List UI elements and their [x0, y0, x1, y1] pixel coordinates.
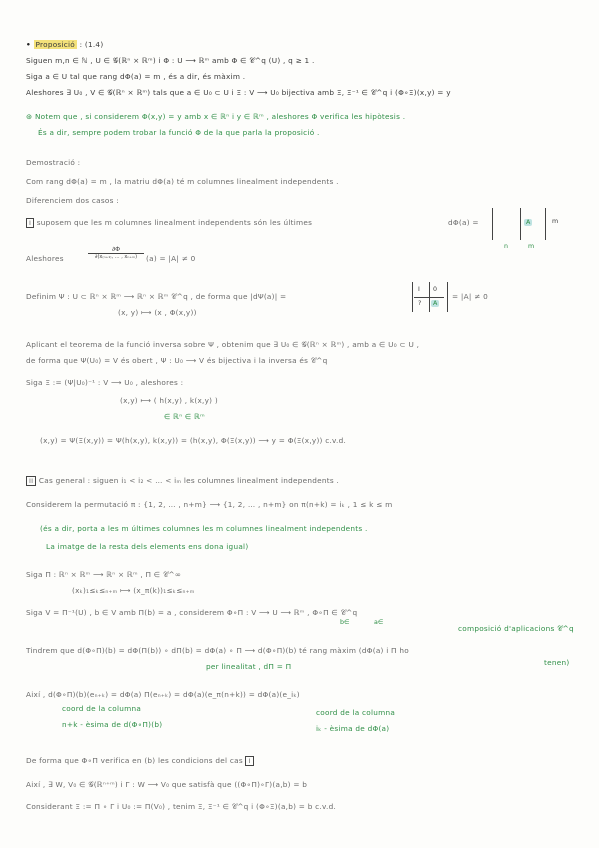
apply-line-2: de forma que Ψ(U₀) = V és obert , Ψ : U₀ ⟶ V és bijectiva i la inversa és 𝒞^q [26, 356, 328, 365]
final-line-3: Considerant Ξ := Π ∘ Γ i U₀ := Π(V₀) , tenim Ξ, Ξ⁻¹ ∈ 𝒞^q i (Φ∘Ξ)(a,b) = b c.v.d. [26, 802, 337, 811]
column-note-1a: coord de la columna [62, 704, 142, 713]
apply-line-1: Aplicant el teorema de la funció inversa sobre Ψ , obtenim que ∃ U₀ ∈ 𝒢(ℝⁿ × ℝᵐ) , amb a ∈ U₀ ⊂ U , [26, 340, 420, 349]
composition-note: composició d'aplicacions 𝒞^q [458, 624, 574, 633]
define-psi-line: Definim Ψ : U ⊂ ℝⁿ × ℝᵐ ⟶ ℝⁿ × ℝᵐ 𝒞^q , de forma que |dΨ(a)| = [26, 292, 287, 301]
case-1-eq: dΦ(a) = [448, 218, 479, 227]
pi-def-line: Siga Π : ℝⁿ × ℝᵐ ⟶ ℝⁿ × ℝᵐ , Π ∈ 𝒞^∞ [26, 570, 182, 579]
column-note-2b: iₖ - èsima de dΦ(a) [316, 724, 390, 733]
statement-line-1: Siguen m,n ∈ ℕ , U ∈ 𝒢(ℝⁿ × ℝᵐ) i Φ : U ⟶ ℝᵐ amb Φ ∈ 𝒞^q (U) , q ≥ 1 . [26, 56, 315, 65]
demo-line-2: Diferenciem dos casos : [26, 196, 119, 205]
psi-det-value: = |A| ≠ 0 [452, 292, 488, 301]
proposition-ref: : (1.4) [79, 40, 104, 49]
matrix-m-bottom-label: m [528, 243, 535, 250]
column-note-2a: coord de la columna [316, 708, 396, 717]
note-icon: ⊛ [26, 112, 33, 121]
note-line-1 [26, 112, 585, 121]
matrix-n-label: n [504, 243, 508, 250]
psi-matrix-A: A [433, 300, 438, 307]
jacobian-fraction [88, 246, 144, 260]
proposition-label: Proposició [35, 40, 76, 49]
matrix-divider [520, 208, 521, 240]
xi-codomains: ∈ ℝⁿ ∈ ℝᵐ [164, 412, 205, 421]
note-line-2: És a dir, sempre podem trobar la funció Φ de la que parla la proposició . [38, 128, 320, 137]
case-2-text: Cas general : siguen i₁ < i₂ < … < iₘ les columnes linealment independents . [38, 476, 340, 485]
matrix-A-block: A [526, 219, 531, 226]
case-1-line [26, 218, 449, 228]
aleshores-line: Aleshores [26, 254, 64, 263]
xi-conclusion: (x,y) = Ψ(Ξ(x,y)) = Ψ(h(x,y), k(x,y)) = (h(x,y), Φ(Ξ(x,y)) ⟶ y = Φ(Ξ(x,y)) c.v.d. [40, 436, 347, 445]
rank-note-tail: tenen) [544, 658, 570, 667]
note-text-1: Notem que , si considerem Φ(x,y) = y amb x ∈ ℝⁿ i y ∈ ℝᵐ , aleshores Φ verifica les hipòtesis . [34, 112, 406, 121]
perm-line: Considerem la permutació π : {1, 2, … , n+m} ⟶ {1, 2, … , n+m} on π(n+k) = iₖ , 1 ≤ k ≤ m [26, 500, 393, 509]
psi-matrix-q: ? [418, 300, 422, 307]
b-membership: b∈ [340, 619, 350, 626]
xi-def-line: Siga Ξ := (Ψ|U₀)⁻¹ : V ⟶ U₀ , aleshores : [26, 378, 184, 387]
case-2-line [26, 476, 585, 486]
xi-map-line: (x,y) ⟼ ( h(x,y) , k(x,y) ) [120, 396, 218, 405]
perm-note-2: La imatge de la resta dels elements ens dona igual) [46, 542, 249, 551]
statement-line-2: Siga a ∈ U tal que rang dΦ(a) = m , és a dir, és màxim . [26, 72, 246, 81]
define-psi-map: (x, y) ⟼ (x , Φ(x,y)) [118, 308, 197, 317]
case-1-box: I [26, 218, 34, 228]
final-line-1-text: De forma que Φ∘Π verifica en (b) les condicions del cas [26, 756, 243, 765]
proposition-header: • Proposició : (1.4) [26, 40, 104, 49]
demo-heading: Demostració : [26, 158, 81, 167]
pi-map-line: (xₖ)₁≤ₖ≤ₙ₊ₘ ⟼ (x_π(k))₁≤ₖ≤ₙ₊ₘ [72, 586, 195, 595]
differential-line: Tindrem que d(Φ∘Π)(b) = dΦ(Π(b)) ∘ dΠ(b) = dΦ(a) ∘ Π ⟶ d(Φ∘Π)(b) té rang màxim (dΦ(a) i Π ho [26, 646, 409, 655]
a-membership: a∈ [374, 619, 384, 626]
statement-line-3: Aleshores ∃ U₀ , V ∈ 𝒢(ℝⁿ × ℝᵐ) tals que a ∈ U₀ ⊂ U i Ξ : V ⟶ U₀ bijectiva amb Ξ, Ξ⁻¹ ∈ 𝒞^q i (Φ∘Ξ)(x,y) = y [26, 88, 451, 97]
final-line-1 [26, 756, 585, 766]
matrix-m-label: m [552, 218, 559, 225]
case-1-text: suposem que les m columnes linealment independents són les últimes [36, 218, 313, 227]
column-note-1b: n+k - èsima de d(Φ∘Π)(b) [62, 720, 163, 729]
final-line-2: Així , ∃ W, V₀ ∈ 𝒢(ℝⁿ⁺ᵐ) i Γ : W ⟶ V₀ que satisfà que ((Φ∘Π)∘Γ)(a,b) = b [26, 780, 308, 789]
fraction-den: ∂(x₍ₙ₊₁₎, … , xₙ₊ₘ) [94, 254, 138, 260]
column-identity: Així , d(Φ∘Π)(b)(eₙ₊ₖ) = dΦ(a) Π(eₙ₊ₖ) = dΦ(a)(e_π(n+k)) = dΦ(a)(e_iₖ) [26, 690, 300, 699]
perm-note-1: (és a dir, porta a les m últimes columnes les m columnes linealment independents . [40, 524, 368, 533]
demo-line-1: Com rang dΦ(a) = m , la matriu dΦ(a) té m columnes linealment independents . [26, 177, 339, 186]
case-2-box: II [26, 476, 36, 486]
phi-pi-line: Siga V = Π⁻¹(U) , b ∈ V amb Π(b) = a , considerem Φ∘Π : V ⟶ U ⟶ ℝᵐ , Φ∘Π ∈ 𝒞^q [26, 608, 358, 617]
case-1-ref-box: I [245, 756, 253, 766]
jacobian-value: (a) = |A| ≠ 0 [146, 254, 196, 263]
psi-matrix-0: 0 [433, 286, 438, 293]
fraction-num: ∂Φ [88, 246, 144, 254]
psi-matrix-I: I [418, 286, 420, 293]
linearity-note: per linealitat , dΠ = Π [206, 662, 292, 671]
psi-matrix-hdivider [414, 297, 444, 298]
dphi-matrix [492, 208, 546, 240]
